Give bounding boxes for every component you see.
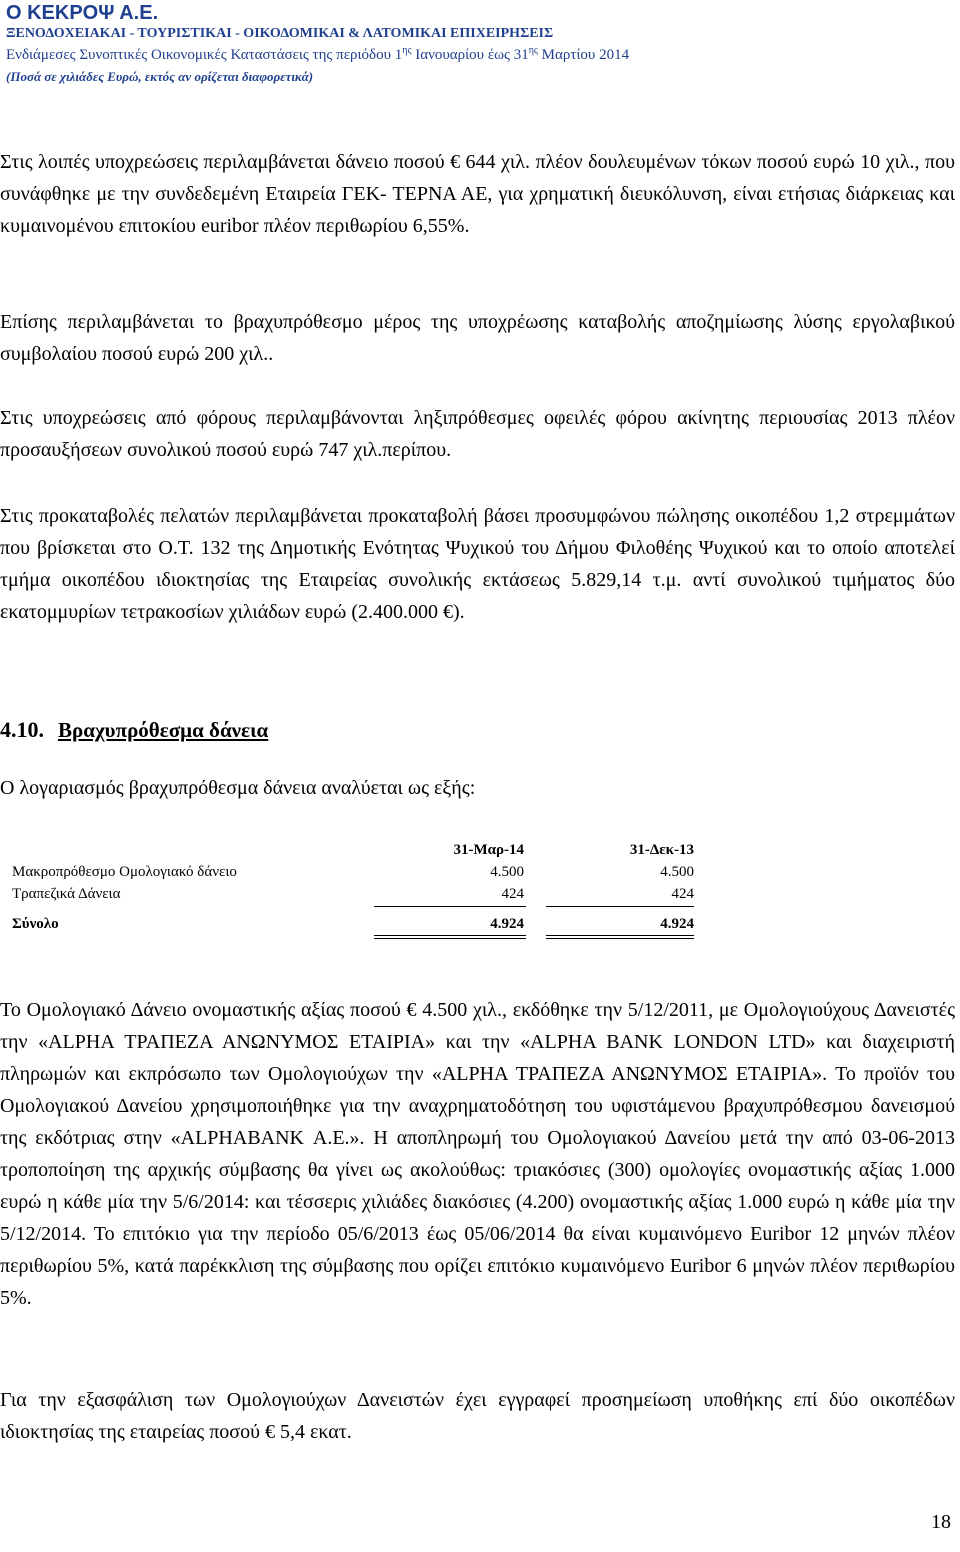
paragraph-customer-advances: Στις προκαταβολές πελατών περιλαμβάνεται προκαταβολή βάσει προσυμφώνου πώλησης οικοπέδου 1,2 στρεμμάτων που βρίσκεται στο Ο.Τ. 132 της Δημοτικής Ενότητας Ψυχικού του Δήμου Φιλοθέης Ψυχικού και το οποίο αποτελεί τμήμα οικοπέδου ιδιοκτησίας της Εταιρείας συνολικής εκτάσεως 5.829,14 τ.μ. αντί συνολικού τιμήματος δύο εκατομμυρίων τετρακοσίων χιλιάδων ευρώ (2.400.000 €). [0, 505, 955, 623]
paragraph-other-liabilities-loan: Στις λοιπές υποχρεώσεις περιλαμβάνεται δάνειο ποσού € 644 χιλ. πλέον δουλευμένων τόκων ποσού ευρώ 10 χιλ., που συνάφθηκε με την συνδεδεμένη Εταιρεία ΓΕΚ- ΤΕΡΝΑ ΑΕ, για χρηματική διευκόλυνση, είναι ετήσιας διάρκειας και κυμαινομένου επιτοκίου euribor πλέον περιθωρίου 6,55%. [0, 151, 955, 237]
company-activity: ΞΕΝΟΔΟΧΕΙΑΚΑΙ - ΤΟΥΡΙΣΤΙΚΑΙ - ΟΙΚΟΔΟΜΙΚΑΙ & ΛΑΤΟΜΙΚΑΙ ΕΠΙΧΕΙΡΗΣΕΙΣ [6, 26, 554, 41]
table-cell: 424 [501, 886, 524, 902]
table-cell: 424 [671, 886, 694, 902]
paragraph-tax-liabilities: Στις υποχρεώσεις από φόρους περιλαμβάνονται ληξιπρόθεσμες οφειλές φόρου ακίνητης περιουσίας 2013 πλέον προσαυξήσεων συνολικού ποσού ευρώ 747 χιλ.περίπου. [0, 407, 955, 461]
table-cell: 4.500 [490, 864, 524, 880]
period-sup-1: ης [402, 45, 412, 56]
period-sup-2: ης [528, 45, 538, 56]
section-title: Βραχυπρόθεσμα δάνεια [58, 718, 269, 742]
table-total-label: Σύνολο [12, 916, 59, 932]
amounts-note: (Ποσά σε χιλιάδες Ευρώ, εκτός αν ορίζεται διαφορετικά) [6, 69, 314, 84]
section-number: 4.10. [0, 717, 44, 742]
subtotal-rule [546, 906, 694, 907]
table-total-cell: 4.924 [660, 916, 694, 932]
statements-period [6, 45, 629, 64]
total-rule [546, 938, 694, 939]
paragraph-contract-termination: Επίσης περιλαμβάνεται το βραχυπρόθεσμο μέρος της υποχρέωσης καταβολής αποζημίωσης λύσης εργολαβικού συμβολαίου ποσού ευρώ 200 χιλ.. [0, 311, 955, 365]
section-heading [0, 717, 268, 743]
total-rule [374, 935, 526, 936]
page-number: 18 [931, 1511, 951, 1533]
column-header-dec13: 31-Δεκ-13 [629, 842, 694, 858]
total-rule [374, 938, 526, 939]
paragraph-bond-loan: Το Ομολογιακό Δάνειο ονομαστικής αξίας ποσού € 4.500 χιλ., εκδόθηκε την 5/12/2011, με Ομολογιούχους Δανειστές την «ALPHA ΤΡΑΠΕΖΑ ΑΝΩΝΥΜΟΣ ΕΤΑΙΡΙΑ» και την «ALPHA BANK LONDON LTD» και διαχειριστή πληρωμών και εκπρόσωπο των Ομολογιούχων την «ALPHA ΤΡΑΠΕΖΑ ΑΝΩΝΥΜΟΣ ΕΤΑΙΡΙΑ». Το προϊόν του Ομολογιακού Δανείου χρησιμοποιήθηκε για την αναχρηματοδότηση του υφιστάμενου βραχυπρόθεσμου δανεισμού της εκδότριας στην «ALPHABANK Α.Ε.». Η αποπληρωμή του Ομολογιακού Δανείου μετά την από 03-06-2013 τροποποίηση της αρχικής σύμβασης θα γίνει ως ακολούθως: τριακόσιες (300) ομολογίες ονομαστικής αξίας 1.000 ευρώ η κάθε μία την 5/6/2014: και τέσσερις χιλιάδες διακόσιες (4.200) ονομαστικής αξίας 1.000 ευρώ η κάθε μία την 5/12/2014. Το επιτόκιο για την περίοδο 05/6/2013 έως 05/06/2014 θα είναι κυμαινόμενο Euribor 12 μηνών πλέον περιθωρίου 5%, κατά παρέκκλιση της σύμβασης που ορίζει επιτόκιο κυμαινόμενο Euribor 6 μηνών πλέον περιθωρίου 5%. [0, 999, 955, 1309]
paragraph-loans-intro: Ο λογαριασμός βραχυπρόθεσμα δάνεια αναλύεται ως εξής: [0, 777, 476, 799]
table-row-label: Μακροπρόθεσμο Ομολογιακό δάνειο [12, 864, 237, 880]
table-row-label: Τραπεζικά Δάνεια [12, 886, 121, 902]
subtotal-rule [374, 906, 526, 907]
table-total-cell: 4.924 [490, 916, 524, 932]
column-header-mar14: 31-Μαρ-14 [453, 842, 524, 858]
total-rule [546, 935, 694, 936]
period-part-a: Ενδιάμεσες Συνοπτικές Οικονομικές Καταστάσεις της περιόδου 1 [6, 47, 403, 63]
period-part-c: Μαρτίου 2014 [537, 47, 630, 63]
period-part-b: Ιανουαρίου έως 31 [411, 47, 529, 63]
table-cell: 4.500 [660, 864, 694, 880]
company-name: Ο ΚΕΚΡΟΨ Α.Ε. [6, 2, 159, 24]
paragraph-bond-security: Για την εξασφάλιση των Ομολογιούχων Δανειστών έχει εγγραφεί προσημείωση υποθήκης επί δύο οικοπέδων ιδιοκτησίας της εταιρείας ποσού € 5,4 εκατ. [0, 1389, 955, 1443]
